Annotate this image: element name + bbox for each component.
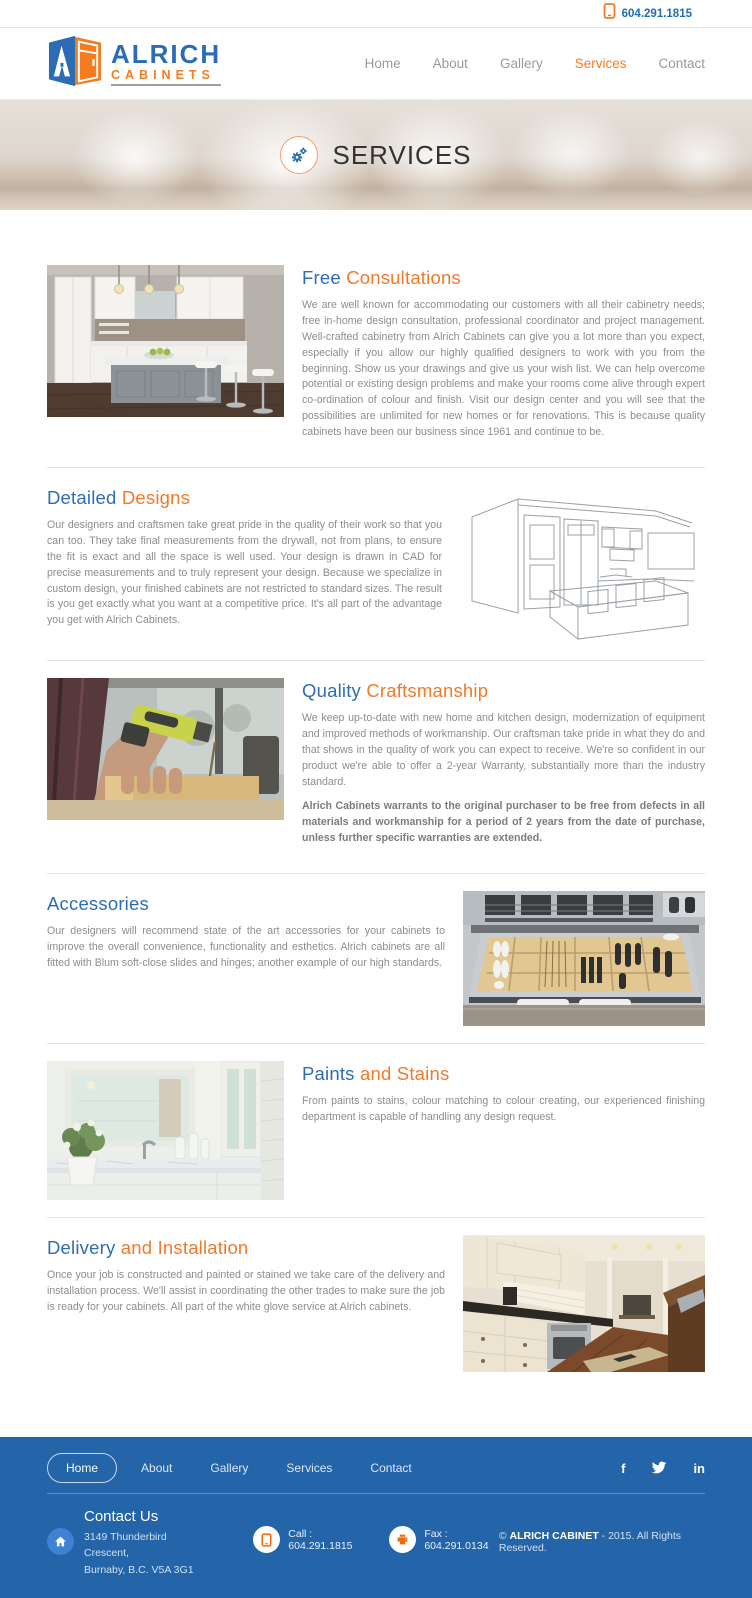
footer-nav-about[interactable]: About <box>141 1461 173 1476</box>
main-nav <box>365 56 705 71</box>
bathroom-vanity-photo <box>47 1061 284 1200</box>
section-paints-and-stains <box>47 1043 705 1217</box>
logo-text <box>111 38 222 87</box>
footer-contact <box>47 1494 705 1578</box>
section-title: Paints and Stains <box>302 1063 450 1085</box>
address-line2: Burnaby, B.C. V5A 3G1 <box>84 1563 194 1576</box>
nav-item-gallery[interactable]: Gallery <box>499 56 543 71</box>
call-chip[interactable] <box>253 1526 363 1553</box>
fax-label: Fax : 604.291.0134 <box>424 1527 489 1552</box>
section-paragraph: Our designers will recommend state of the art accessories for your cabinets to improve the overall convenience, functionality and esthetics. Alrich cabinets are all fitted with Blum soft-close slides and hinges; another example of our high standards. <box>47 925 445 969</box>
contact-block <box>47 1508 195 1578</box>
section-text <box>302 678 705 856</box>
twitter-icon[interactable] <box>651 1461 667 1475</box>
section-paragraph: We are well known for accommodating our customers with all their cabinetry needs; free in-home design consultation, professional coordinator and project management. Well-crafted cabinetry from Alrich Cabinets can give you a lot more than you expect, especially if you allow our highly qualified designers to work with you from the beginning. Show us your drawings and give us your wish list. We can help overcome potential or existing design problems and make your rooms come alive through expert co-ordination of colour and finish. Visit our design center and you will see that the possibilities are unlimited for new homes or for renovations. This is because quality cabinets have been our business since 1961 and continue to be. <box>302 299 705 439</box>
topbar-phone-number: 604.291.1815 <box>621 7 692 20</box>
phone-fax-chips <box>253 1526 499 1553</box>
drill-woodworking-photo <box>47 678 284 856</box>
section-free-consultations <box>47 248 705 467</box>
section-text <box>302 265 705 450</box>
page-banner <box>0 100 752 210</box>
section-detailed-designs <box>47 467 705 660</box>
social-links <box>621 1461 705 1476</box>
section-paragraph: From paints to stains, colour matching to colour creating, our experienced finishing department is capable of handling any design request. <box>302 1095 705 1124</box>
fax-chip[interactable] <box>389 1526 499 1553</box>
topbar-phone-link[interactable] <box>603 3 692 24</box>
contact-text <box>84 1508 195 1578</box>
mobile-phone-icon <box>253 1526 280 1553</box>
nav-item-contact[interactable]: Contact <box>658 56 705 71</box>
section-text <box>47 891 445 1026</box>
warranty-paragraph: Alrich Cabinets warrants to the original purchaser to be free from defects in all materials and workmanship for a period of 2 years from the date of purchase, unless further specific warranties are extended. <box>302 800 705 845</box>
mobile-phone-icon <box>603 3 616 24</box>
logo[interactable] <box>47 34 221 93</box>
copyright-company: ALRICH CABINET <box>509 1530 599 1543</box>
section-paragraph: Our designers and craftsmen take great pride in the quality of their work so that you can too. They take final measurements from the drywall, not from plans, to ensure the fit is exact and all the space is well used. Your design is drawn in CAD for precise measurements and to truly represent your design. Because we specialize in custom design, your finished cabinets are not restricted to standard sizes. The result is you get exactly what you want at a competitive price. It's all part of the advantage you get with Alrich Cabinets. <box>47 519 442 627</box>
services-content <box>47 210 705 1437</box>
footer-nav-home[interactable]: Home <box>47 1453 117 1483</box>
contact-heading: Contact Us <box>84 1508 159 1526</box>
call-label: Call : 604.291.1815 <box>288 1527 353 1552</box>
section-title: Accessories <box>47 893 149 915</box>
section-title: Delivery and Installation <box>47 1237 249 1259</box>
linkedin-icon[interactable]: in <box>693 1460 705 1476</box>
footer-nav <box>47 1453 705 1483</box>
section-quality-craftsmanship <box>47 660 705 873</box>
logo-name: ALRICH <box>111 38 222 69</box>
section-text <box>47 485 442 643</box>
section-accessories <box>47 873 705 1043</box>
section-delivery-and-installation <box>47 1217 705 1389</box>
section-text <box>47 1235 445 1372</box>
site-header <box>0 28 752 100</box>
section-text <box>302 1061 705 1200</box>
section-paragraph: Once your job is constructed and painted or stained we take care of the delivery and installation process. We'll assist in coordinating the other trades to make sure the job is ready for your cabinets. All part of the white glove service at Alrich cabinets. <box>47 1269 445 1313</box>
site-footer <box>0 1437 752 1598</box>
home-icon <box>47 1528 74 1555</box>
white-kitchen-island-photo <box>47 265 284 450</box>
finished-kitchen-photo <box>463 1235 705 1372</box>
nav-item-services[interactable]: Services <box>574 56 627 71</box>
topbar <box>0 0 752 28</box>
section-title: Detailed Designs <box>47 487 191 509</box>
section-title: Quality Craftsmanship <box>302 680 489 702</box>
gears-icon <box>280 136 318 174</box>
footer-nav-contact[interactable]: Contact <box>370 1461 412 1476</box>
facebook-icon[interactable]: f <box>621 1460 626 1476</box>
nav-item-about[interactable]: About <box>432 56 468 71</box>
cabinet-logo-icon <box>47 34 103 93</box>
cad-kitchen-drawing <box>460 485 705 643</box>
section-title: Free Consultations <box>302 267 461 288</box>
footer-nav-services[interactable]: Services <box>286 1461 333 1476</box>
cutlery-drawer-photo <box>463 891 705 1026</box>
fax-printer-icon <box>389 1526 416 1553</box>
section-paragraph: We keep up-to-date with new home and kitchen design, modernization of equipment and improved methods of workmanship. Our craftsman take pride in what they do and that shows in the quality of work you can expect to receive. We're so confident in our product we're able to offer a 2-year Warranty, substantially more than the industry standard. <box>302 712 705 788</box>
copyright: © ALRICH CABINET - 2015. All Rights Reserved. <box>498 1530 682 1555</box>
page-title: SERVICES <box>332 139 472 170</box>
nav-item-home[interactable]: Home <box>364 56 401 71</box>
address-line1: 3149 Thunderbird Crescent, <box>84 1531 167 1560</box>
logo-subname: CABINETS <box>111 69 221 87</box>
footer-nav-gallery[interactable]: Gallery <box>210 1461 249 1476</box>
